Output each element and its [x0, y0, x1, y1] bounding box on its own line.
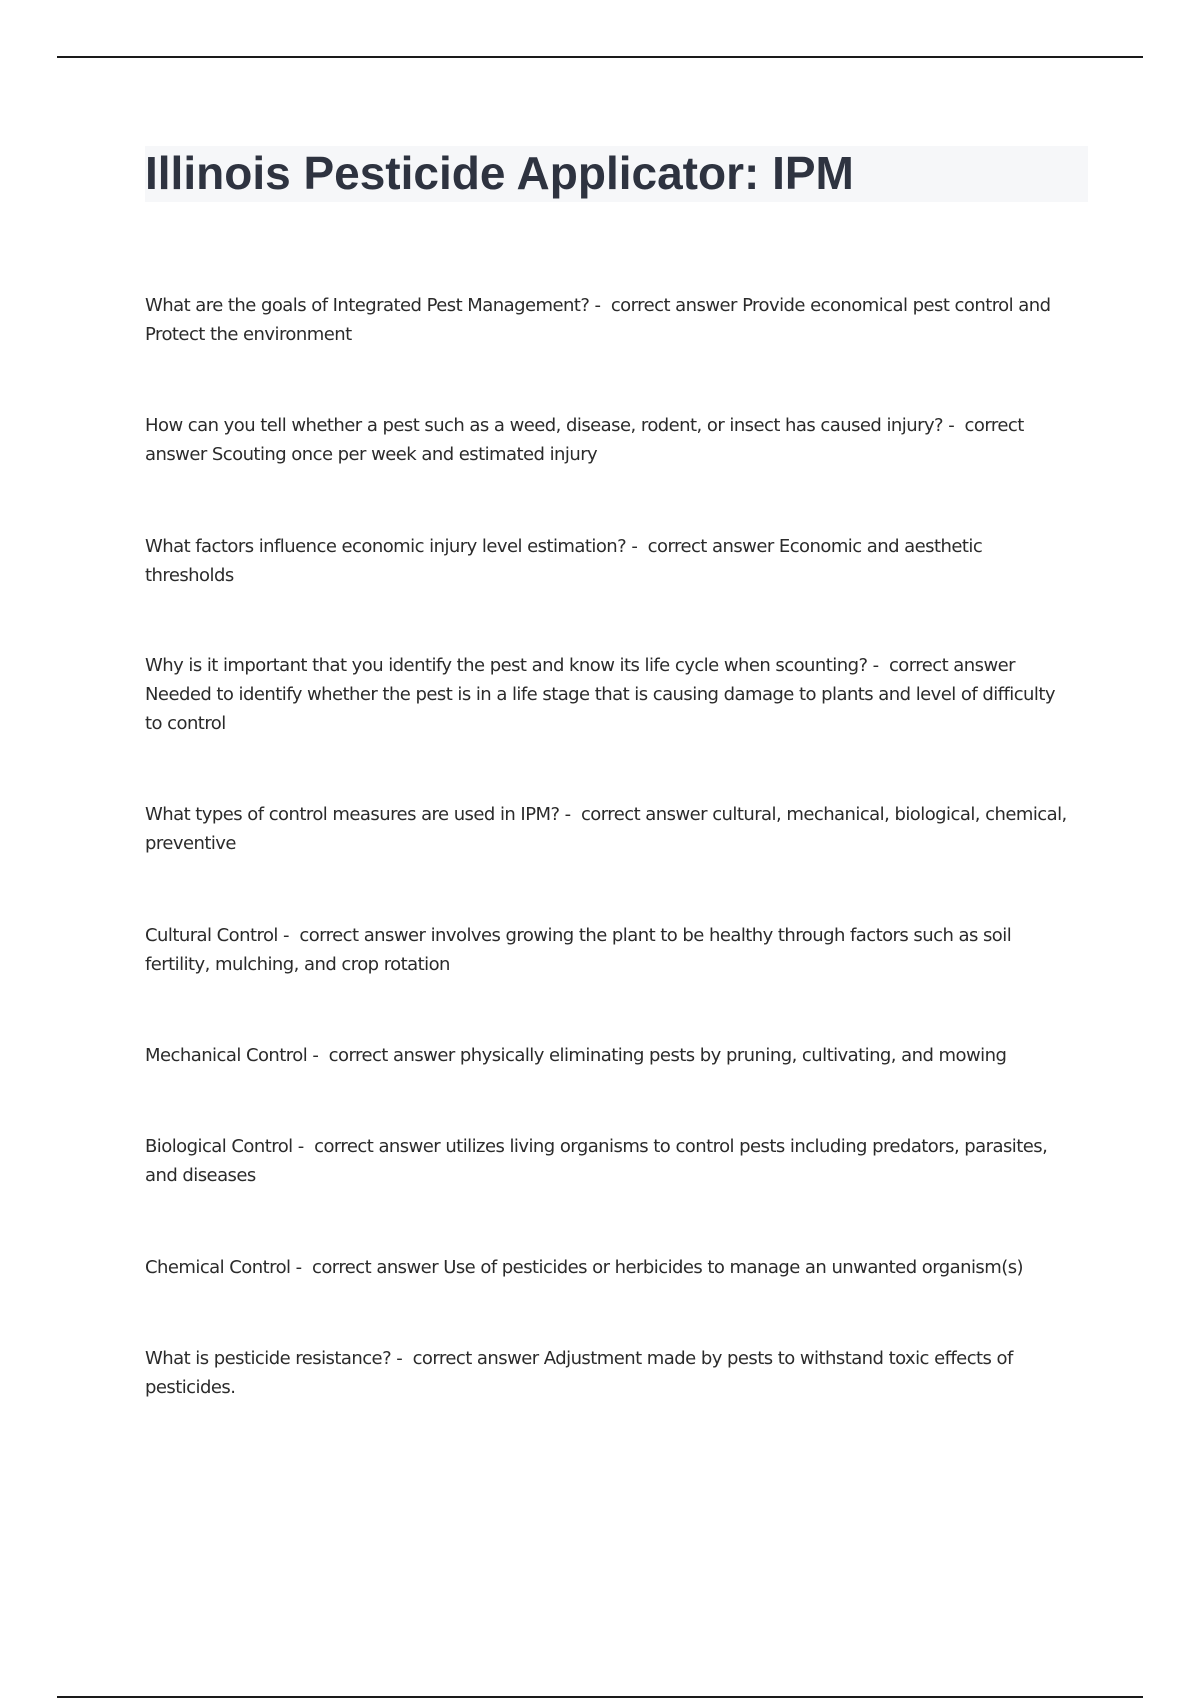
answer-prefix: correct answer [412, 1348, 539, 1369]
bottom-divider [57, 1696, 1143, 1698]
question-text: Why is it important that you identify the pest and know its life cycle when scounting? [145, 655, 868, 676]
separator: - [943, 415, 965, 436]
qa-item [145, 1253, 1075, 1282]
answer-text: physically eliminating pests by pruning, cultivating, and mowing [459, 1045, 1007, 1066]
question-text: What factors influence economic injury level estimation? [145, 536, 627, 557]
separator: - [589, 295, 611, 316]
separator: - [626, 536, 648, 557]
answer-prefix: correct answer [888, 655, 1015, 676]
answer-prefix: correct answer [580, 804, 708, 825]
answer-prefix: correct answer [311, 1257, 439, 1278]
answer-prefix: correct answer [328, 1045, 455, 1066]
answer-text: Needed to identify whether the pest is in a life stage that is causing damage to plants and level of difficulty to control [145, 684, 1055, 734]
question-text: How can you tell whether a pest such as a weed, disease, rodent, or insect has caused injury? [145, 415, 944, 436]
separator: - [559, 804, 581, 825]
answer-prefix: correct answer [610, 295, 737, 316]
question-text: What types of control measures are used in IPM? [145, 804, 560, 825]
separator: - [391, 1348, 413, 1369]
question-text: What are the goals of Integrated Pest Management? [145, 295, 590, 316]
separator: - [277, 925, 300, 946]
qa-item [145, 651, 1075, 738]
answer-text: utilizes living organisms to control pests including predators, parasites, and diseases [145, 1136, 1048, 1186]
qa-item [145, 1041, 1075, 1070]
qa-item [145, 921, 1075, 979]
answer-text: Adjustment made by pests to withstand toxic effects of pesticides. [145, 1348, 1013, 1398]
answer-prefix: correct answer [314, 1136, 441, 1157]
qa-item [145, 1132, 1075, 1190]
answer-text: cultural, mechanical, biological, chemical, preventive [145, 804, 1067, 854]
separator: - [292, 1136, 315, 1157]
qa-item [145, 532, 1075, 590]
answer-text: Provide economical pest control and Protect the environment [145, 295, 1051, 345]
answer-prefix: correct answer [299, 925, 426, 946]
question-text: Biological Control [145, 1136, 293, 1157]
question-text: Cultural Control [145, 925, 278, 946]
qa-item [145, 800, 1075, 858]
answer-text: Scouting once per week and estimated injury [211, 444, 598, 465]
qa-item [145, 291, 1075, 349]
page-title: Illinois Pesticide Applicator: IPM [145, 147, 854, 199]
question-text: Chemical Control [145, 1257, 291, 1278]
separator: - [290, 1257, 312, 1278]
question-text: Mechanical Control [145, 1045, 308, 1066]
separator: - [867, 655, 889, 676]
qa-item [145, 1344, 1075, 1402]
answer-text: Economic and aesthetic thresholds [145, 536, 983, 586]
answer-text: Use of pesticides or herbicides to manage an unwanted organism(s) [443, 1257, 1023, 1278]
separator: - [307, 1045, 329, 1066]
answer-prefix: correct answer [647, 536, 774, 557]
answer-text: involves growing the plant to be healthy through factors such as soil fertility, mulching, and crop rotation [145, 925, 1012, 975]
top-divider [57, 56, 1143, 58]
qa-item [145, 411, 1075, 469]
question-text: What is pesticide resistance? [145, 1348, 392, 1369]
answer-prefix: correct answer [145, 415, 1024, 465]
